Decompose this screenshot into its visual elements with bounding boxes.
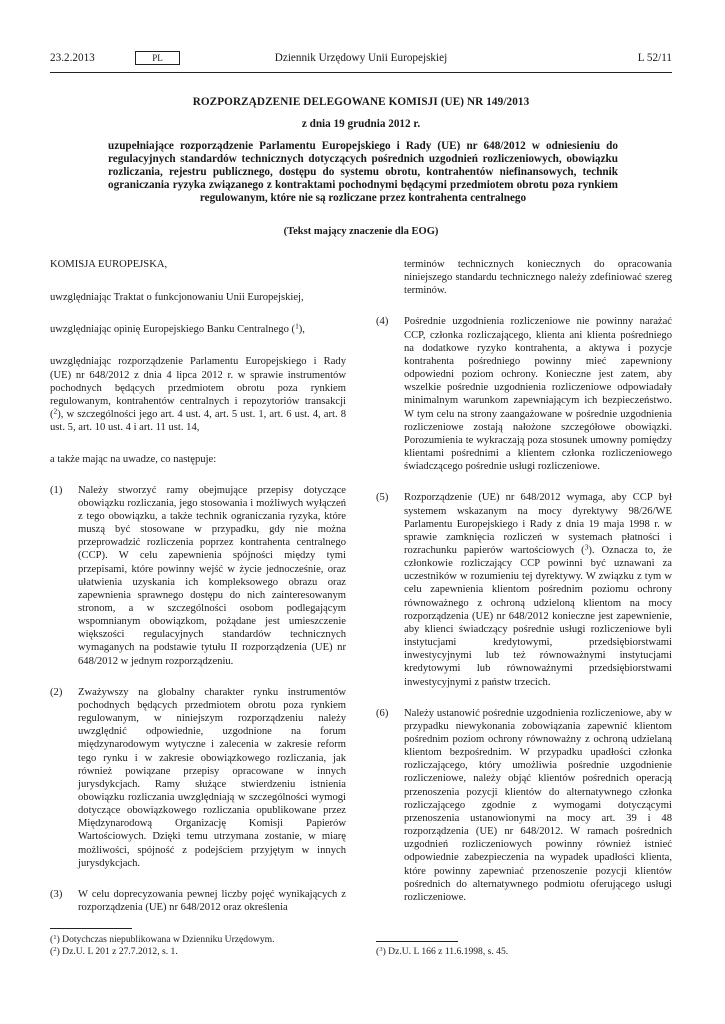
recital-text: Należy stworzyć ramy obejmujące przepisy dotyczące obowiązku rozliczania, jego stosowania i możliwych wyłączeń z tego obowiązku, a także technik ograniczania ryzyka, które muszą być stosowane w przypadku, gdy nie można przeprowadzić rozliczenia poprzez kontrahenta centralnego (CCP). W celu zapewnienia spójności między tymi przepisami, które powinny wejść w życie jednocześnie, oraz ułatwienia uzyskania ich kompleksowego obrazu oraz zapewnienia sprawnego dostępu do nich zainteresowanym stronom, a w szczególności osobom podlegającym wspomnianym obowiązkom, pożądane jest umieszczenie większości regulacyjnych standardów technicznych wymaganych na podstawie tytułu II rozporządzenia (UE) nr 648/2012 w jednym rozporządzeniu. xyxy=(78,484,346,667)
recital-text: Należy ustanowić pośrednie uzgodnienia rozliczeniowe, aby w przypadku niewykonania zobowiązania zapewnić klientom pośrednim poziom ochrony równoważny z ochroną udzielaną klientom bezpośrednim. W przypadku upadłości członka rozliczającego, który umożliwia pośrednie uzgodnienie rozliczeniowe, należy objąć klientów pośrednich operacją przenoszenia pozycji klientów do alternatywnego członka rozliczającego zgodnie z wymogami dotyczącymi przenoszenia ustanowionymi na mocy art. 39 i 48 rozporządzenia (UE) nr 648/2012. W ramach pośrednich uzgodnień rozliczeniowych powinny również istnieć odpowiednie zabezpieczenia na wypadek upadłości klienta, które powinny zapewniać przenoszenie pozycji klientów pośrednich do alternatywnego podmiotu oferującego usługi rozliczeniowe. xyxy=(404,707,672,903)
footnotes-left xyxy=(50,934,346,958)
commission-heading: KOMISJA EUROPEJSKA, xyxy=(50,259,168,270)
recital-treaty: uwzględniając Traktat o funkcjonowaniu Unii Europejskiej, xyxy=(50,292,304,304)
recital-text: Pośrednie uzgodnienia rozliczeniowe nie powinny narażać CCP, członka rozliczającego, klienta ani klienta pośredniego na dodatkowe ryzyko kontrahenta, a aktywa i pozycje kontrahenta pośredniego powinny mieć zapewniony odpowiedni poziom ochrony. Konieczne jest zatem, aby wszelkie pośrednie uzgodnienia rozliczeniowe odpowiadały minimalnym warunkom zapewniającym ich bezpieczeństwo. W tym celu na strony zaangażowane w pośrednie uzgodnienia rozliczeniowe zostają nałożone szczegółowe obowiązki. Porozumienia te wykraczają poza stosunek umowny pomiędzy klientami pośrednimi a klientem członka rozliczeniowego świadczącego pośrednie usługi rozliczeniowe. xyxy=(404,316,672,473)
header-rule xyxy=(50,72,672,73)
whereas-line: a także mając na uwadze, co następuje: xyxy=(50,454,217,466)
recital-2 xyxy=(50,686,346,870)
footnote-rule-left xyxy=(50,928,132,929)
recital-number: (2) xyxy=(50,686,63,698)
regulation-intro: uzupełniające rozporządzenie Parlamentu Europejskiego i Rady (UE) nr 648/2012 w odniesieniu do regulacyjnych standardów technicznych dotyczących pośrednich uzgodnień rozliczeniowych, obowiązku rozliczania, rejestru publicznego, dostępu do systemu obrotu, kontrahentów niefinansowych, technik ograniczania ryzyka związanego z kontraktami pochodnymi będącymi przedmiotem obrotu poza rynkiem regulowanym, które nie są rozliczane przez kontrahenta centralnego xyxy=(108,140,618,205)
eea-relevance-note: (Tekst mający znaczenie dla EOG) xyxy=(283,226,439,237)
recital-text: Zważywszy na globalny charakter rynku instrumentów pochodnych będących przedmiotem obrotu poza rynkiem regulowanym, w niniejszym rozporządzeniu należy uwzględnić odpowiednie, uzgodnione na forum międzynarodowym wytyczne i zalecenia w zakresie reform tego rynku i w zakresie obowiązkowego rozliczania, jak również powiązane przepisy opracowane w innych jurysdykcjach. Ramy służące stwierdzeniu istnienia obowiązku rozliczania uwzględniają w szczególności wymogi dotyczące obowiązkowego rozliczania opublikowane przez Międzynarodową Organizację Komisji Papierów Wartościowych. Dzięki temu utrzymana zostanie, w miarę możliwości, spójność z podejściem przyjętym w innych jurysdykcjach. xyxy=(78,686,346,869)
recital-3 xyxy=(50,888,346,914)
journal-header xyxy=(50,52,672,68)
recital-6 xyxy=(376,707,672,904)
footnote-3: ($^3$) Dz.U. L 166 z 11.6.1998, s. 45. xyxy=(376,945,509,957)
footnote-1: ($^1$) Dotychczas niepublikowana w Dzienniku Urzędowym. xyxy=(50,933,275,945)
recital-ecb: uwzględniając opinię Europejskiego Banku Centralnego ($^1$), xyxy=(50,321,305,336)
right-column xyxy=(376,258,672,904)
regulation-title: ROZPORZĄDZENIE DELEGOWANE KOMISJI (UE) NR 149/2013 xyxy=(192,96,530,108)
recital-5 xyxy=(376,491,672,688)
recital-4 xyxy=(376,315,672,473)
footnote-2: ($^2$) Dz.U. L 201 z 27.7.2012, s. 1. xyxy=(50,946,178,958)
page-reference: L 52/11 xyxy=(637,52,672,64)
recital-number: (3) xyxy=(50,888,63,900)
journal-name: Dziennik Urzędowy Unii Europejskiej xyxy=(274,52,448,64)
recital-number: (4) xyxy=(376,316,389,328)
recital-number: (5) xyxy=(376,492,389,504)
recital-3-continued: terminów technicznych koniecznych do opracowania niniejszego standardu technicznego należy zdefiniować szereg terminów. xyxy=(404,259,672,297)
recital-text: W celu doprecyzowania pewnej liczby pojęć wynikających z rozporządzenia (UE) nr 648/2012 oraz określenia xyxy=(78,888,346,914)
publication-date: 23.2.2013 xyxy=(50,52,95,64)
recital-1 xyxy=(50,484,346,668)
recital-regulation: uwzględniając rozporządzenie Parlamentu Europejskiego i Rady (UE) nr 648/2012 z dnia 4 lipca 2012 r. w sprawie instrumentów pochodnych będących przedmiotem obrotu poza rynkiem regulowanym, kontrahentów centralnych i repozytoriów transakcji ($^2$), w szczególności jego art. 4 ust. 4, art. 5 ust. 1, art. 6 ust. 4, art. 8 ust. 5, art. 10 ust. 4 i art. 11 ust. 14, xyxy=(50,356,346,434)
recital-number: (1) xyxy=(50,484,63,496)
recital-text: Rozporządzenie (UE) nr 648/2012 wymaga, aby CCP był systemem wskazanym na mocy dyrektywy 98/26/WE Parlamentu Europejskiego i Rady z dnia 19 maja 1998 r. w sprawie zamknięcia rozliczeń w systemach płatności i rozrachunku papierów wartościowych ($^3$). Oznacza to, że członkowie rozliczający CCP powinni być uznawani za uczestników w rozumieniu tej dyrektywy. W związku z tym w celu zapewnienia klientom pośrednim poziomu ochrony równoważnego z ochroną udzieloną klientom na mocy rozporządzenia (UE) nr 648/2012 konieczne jest zapewnienie, aby klienci świadczący pośrednie usługi rozliczeniowe byli instytucjami kredytowymi, przedsiębiorstwami inwestycyjnymi lub też równoważnymi instytucjami kredytowymi lub równoważnymi przedsiębiorstwami inwestycyjnymi z państw trzecich. xyxy=(404,492,673,688)
footnote-rule-right xyxy=(376,941,458,942)
left-column xyxy=(50,258,346,914)
recital-number: (6) xyxy=(376,707,389,719)
language-badge: PL xyxy=(135,51,180,65)
footnotes-right xyxy=(376,946,672,958)
regulation-date: z dnia 19 grudnia 2012 r. xyxy=(301,118,421,130)
